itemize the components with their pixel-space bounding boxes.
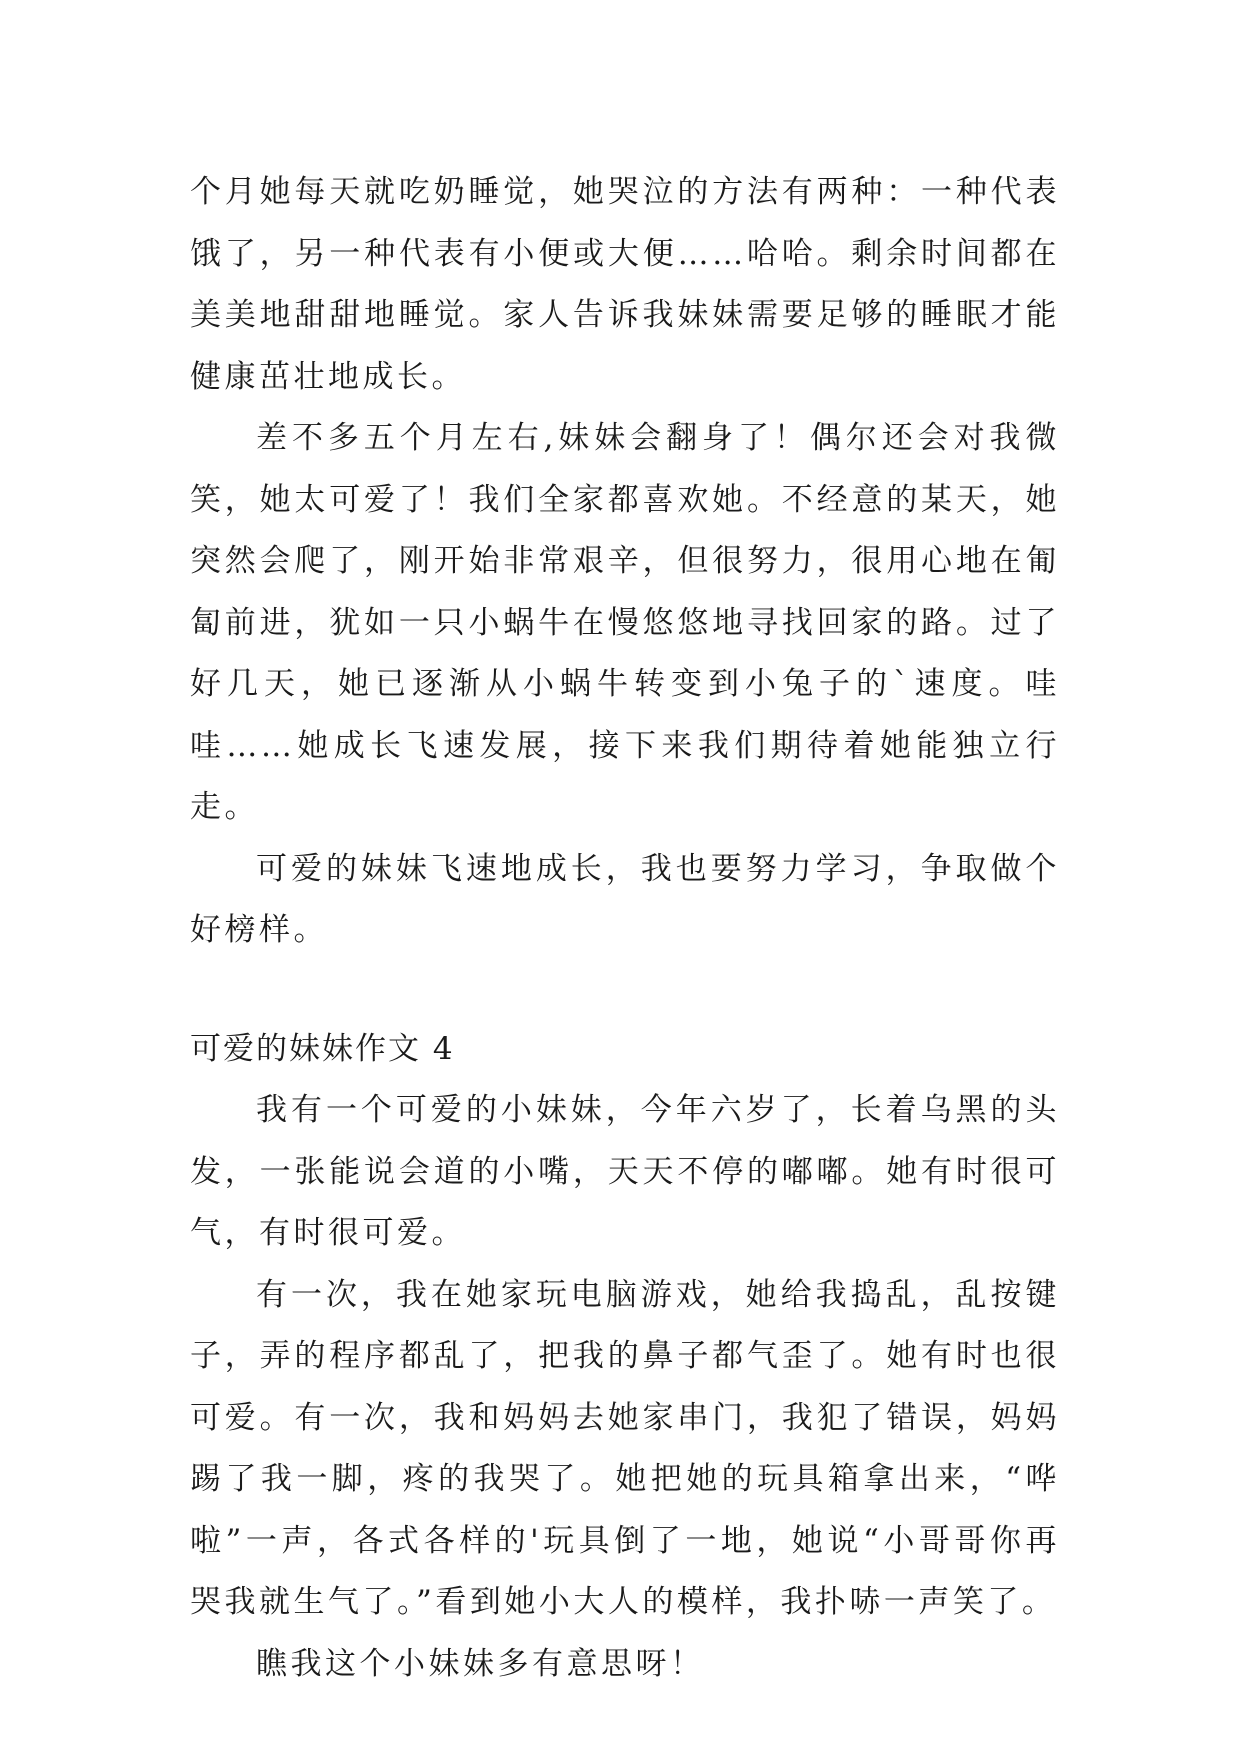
document-body	[190, 162, 1060, 1695]
section-title: 可爱的妹妹作文 4	[190, 1030, 455, 1067]
paragraph-five-months: 差不多五个月左右,妹妹会翻身了！偶尔还会对我微笑，她太可爱了！我们全家都喜欢她。不经意的某天，她突然会爬了，刚开始非常艰辛，但很努力，很用心地在匍匐前进，犹如一只小蜗牛在慢悠悠地寻找回家的路。过了好几天，她已逐渐从小蜗牛转变到小兔子的`速度。哇哇……她成长飞速发展，接下来我们期待着她能独立行走。	[190, 420, 1060, 825]
section-gap	[190, 962, 1060, 1019]
paragraph-closing: 瞧我这个小妹妹多有意思呀！	[256, 1645, 705, 1682]
paragraph-story: 有一次，我在她家玩电脑游戏，她给我捣乱，乱按键子，弄的程序都乱了，把我的鼻子都气歪了。她有时也很可爱。有一次，我和妈妈去她家串门，我犯了错误，妈妈踢了我一脚，疼的我哭了。她把她的玩具箱拿出来，“哗啦”一声，各式各样的'玩具倒了一地，她说“小哥哥你再哭我就生气了。”看到她小大人的模样，我扑哧一声笑了。	[190, 1276, 1060, 1620]
paragraph-continuation: 个月她每天就吃奶睡觉，她哭泣的方法有两种：一种代表饿了，另一种代表有小便或大便……哈哈。剩余时间都在美美地甜甜地睡觉。家人告诉我妹妹需要足够的睡眠才能健康茁壮地成长。	[190, 174, 1060, 395]
paragraph-conclusion: 可爱的妹妹飞速地成长，我也要努力学习，争取做个好榜样。	[190, 850, 1060, 948]
paragraph-intro: 我有一个可爱的小妹妹，今年六岁了，长着乌黑的头发，一张能说会道的小嘴，天天不停的嘟嘟。她有时很可气，有时很可爱。	[190, 1092, 1060, 1251]
